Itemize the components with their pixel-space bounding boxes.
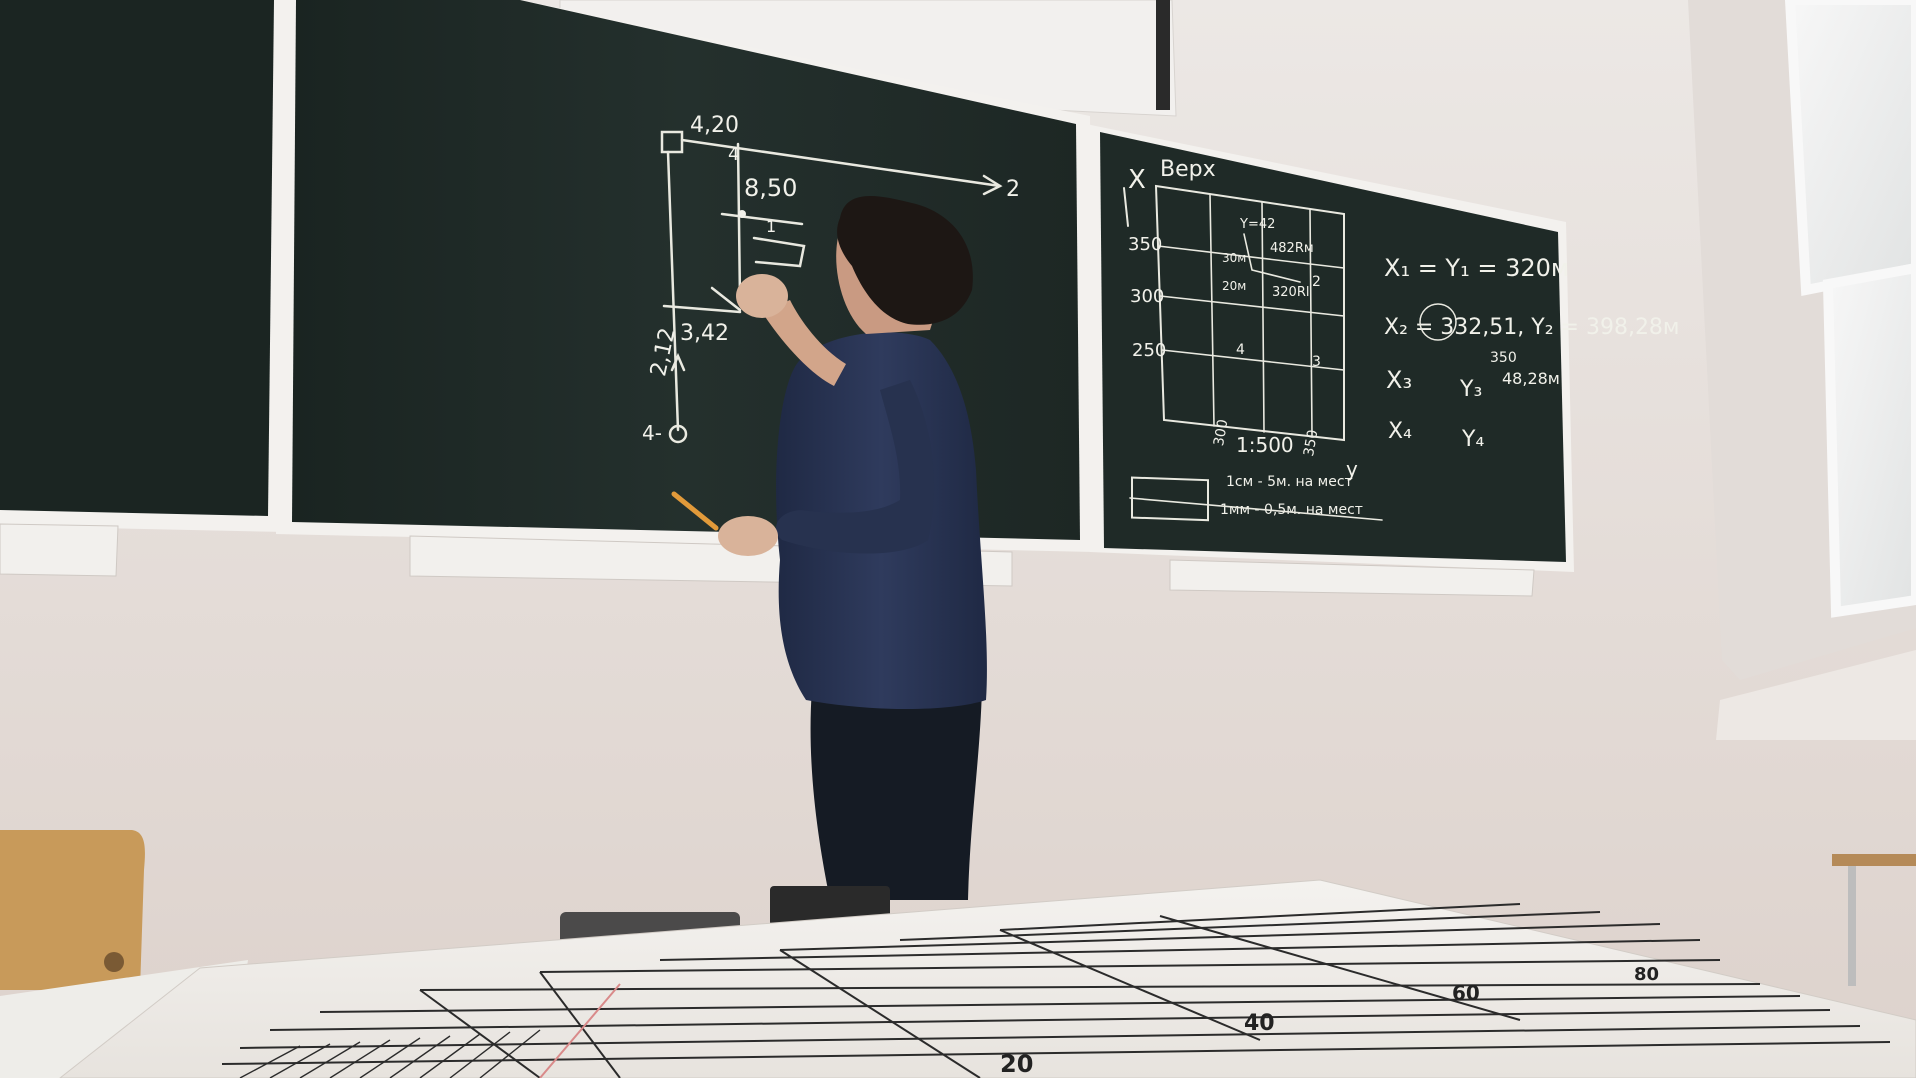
cross-point <box>738 210 746 218</box>
grid-note-2: 482Rм <box>1270 241 1314 256</box>
label-top: 4,20 <box>690 113 739 138</box>
chair-back <box>0 830 145 990</box>
stool-leg <box>1848 866 1856 986</box>
chart-tick-80: 80 <box>1634 964 1660 985</box>
label-right: 2 <box>1006 177 1020 202</box>
equation-2-note: 350 <box>1490 350 1517 366</box>
x-tick-350: 350 <box>1301 428 1322 458</box>
label-bottom: 4- <box>642 421 662 445</box>
label-four: 4 <box>728 144 740 165</box>
var-y4: Y₄ <box>1462 427 1485 452</box>
x-tick-300: 300 <box>1211 418 1232 448</box>
grid-note-7: 4 <box>1236 342 1245 358</box>
scale-ratio: 1:500 <box>1236 433 1294 457</box>
y-tick-250: 250 <box>1132 340 1167 361</box>
label-one: 1 <box>766 217 777 236</box>
y-tick-350: 350 <box>1128 234 1163 255</box>
var-x3: X₃ <box>1386 366 1413 394</box>
equation-2-result: 48,28м <box>1502 369 1560 388</box>
window-pane-bottom <box>1828 268 1916 612</box>
grid-note-3: 320Rl <box>1272 285 1310 300</box>
label-mid: 8,50 <box>744 174 798 202</box>
axis-y-label: y <box>1346 457 1358 481</box>
screen-edge <box>1156 0 1170 110</box>
teacher-pants <box>811 688 982 900</box>
scale-line-3: 1мм - 0,5м. на мест <box>1220 502 1363 518</box>
y-tick-300: 300 <box>1130 286 1165 307</box>
stool-top <box>1832 854 1916 866</box>
chart-tick-40: 40 <box>1244 1011 1275 1036</box>
var-x4: X₄ <box>1388 419 1412 444</box>
chair-bolt <box>104 952 124 972</box>
left-chalk-tray <box>0 524 118 576</box>
chart-tick-60: 60 <box>1452 981 1480 1005</box>
scale-line-2: 1см - 5м. на мест <box>1226 474 1353 490</box>
window-pane-top <box>1790 0 1916 290</box>
grid-note-8: 3 <box>1312 354 1321 370</box>
label-low: 3,42 <box>680 321 729 346</box>
grid-note-5: 30м <box>1222 251 1247 265</box>
label-side: 2,12 <box>646 325 681 379</box>
grid-note-4: 20м <box>1222 279 1247 293</box>
equation-1: X₁ = Y₁ = 320м <box>1384 254 1569 282</box>
left-board <box>0 0 274 516</box>
grid-note-1: Y=42 <box>1240 217 1276 232</box>
right-heading: Верх <box>1160 157 1216 182</box>
right-axis-x: X <box>1128 165 1146 195</box>
var-y3: Y₃ <box>1460 377 1483 402</box>
equation-2: X₂ = 332,51, Y₂ = 398,28м <box>1384 315 1680 340</box>
teacher-hand-raised <box>736 274 788 318</box>
grid-note-6: 2 <box>1312 274 1321 290</box>
teacher-hand-low <box>718 516 778 556</box>
chart-tick-20: 20 <box>1000 1050 1034 1078</box>
